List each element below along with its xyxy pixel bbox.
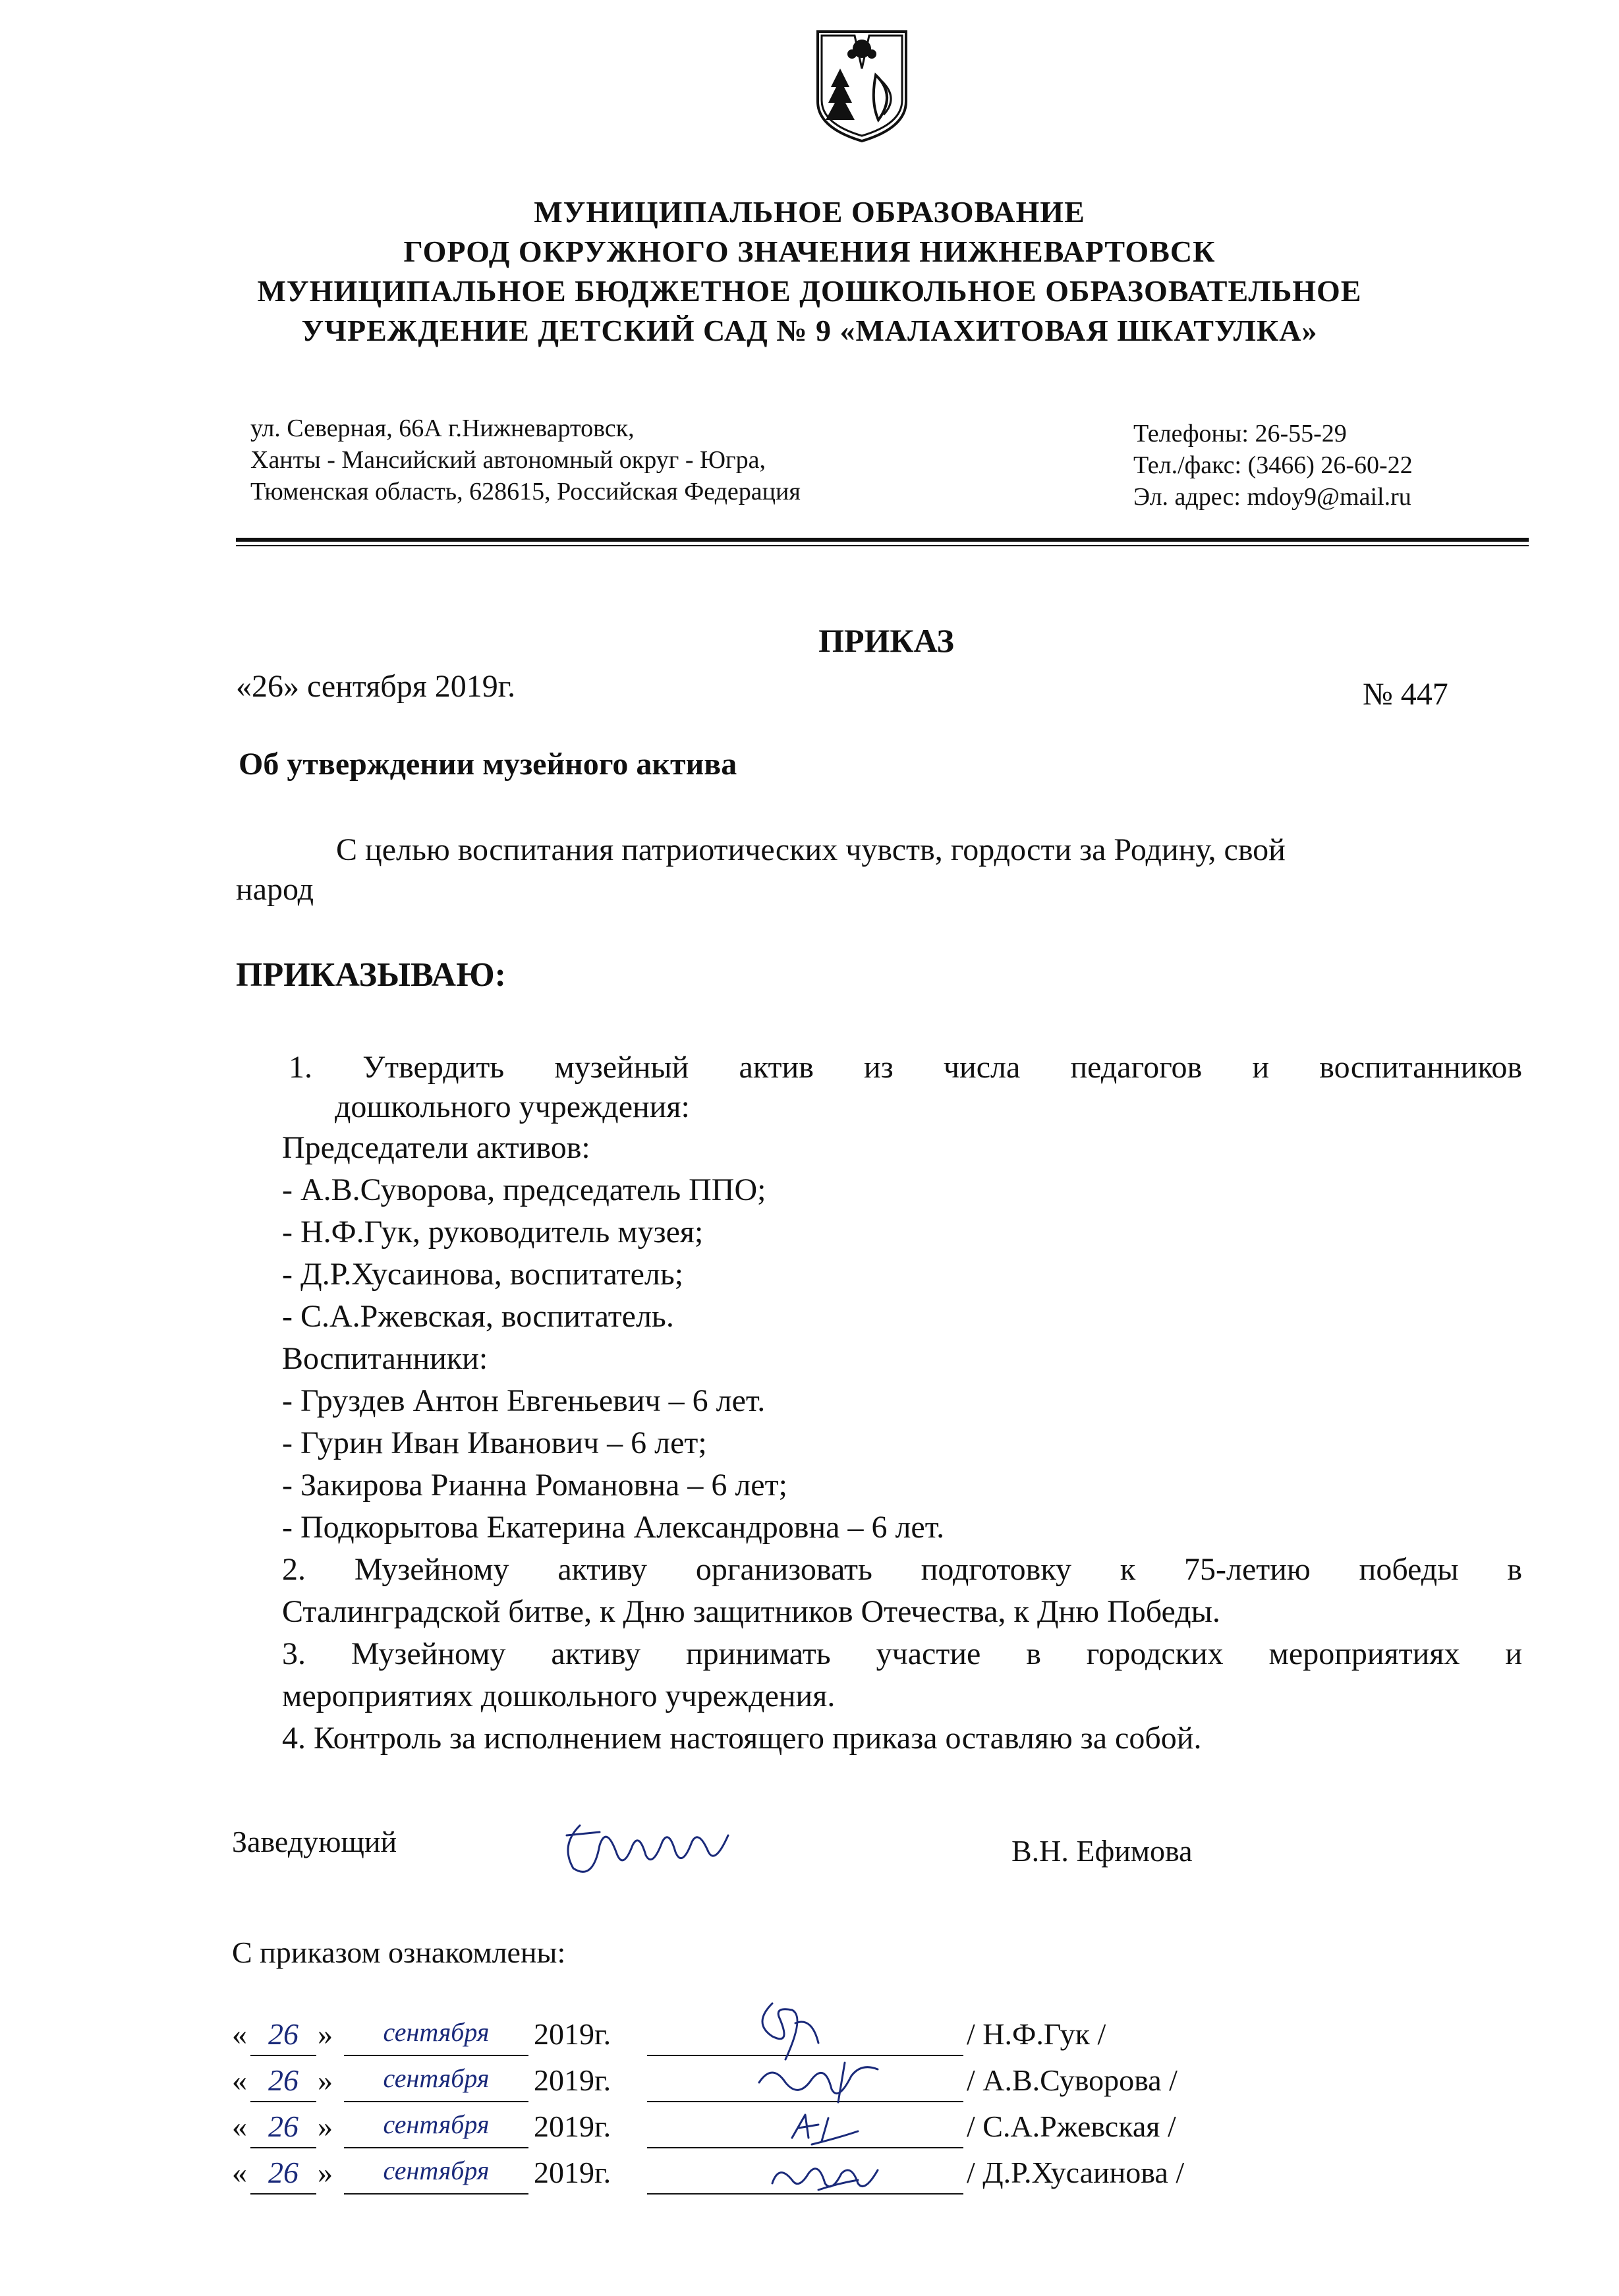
quote-close: »: [318, 2063, 333, 2097]
coat-of-arms-emblem: [815, 29, 909, 144]
quote-open: «: [232, 2017, 247, 2051]
handwritten-day: 26: [250, 2017, 316, 2056]
header-line-1: МУНИЦИПАЛЬНОЕ ОБРАЗОВАНИЕ: [534, 195, 1085, 229]
handwritten-month: сентября: [344, 2017, 528, 2056]
year: 2019г.: [534, 2063, 611, 2097]
address-line-1: ул. Северная, 66А г.Нижневартовск,: [250, 415, 635, 442]
handwritten-month: сентября: [344, 2109, 528, 2148]
intro-line-2: народ: [236, 872, 314, 907]
header-divider-thin: [236, 545, 1529, 546]
year: 2019г.: [534, 2017, 611, 2051]
quote-close: »: [318, 2017, 333, 2051]
item-4: 4. Контроль за исполнением настоящего приказа оставляю за собой.: [282, 1721, 1202, 1756]
header-line-4: УЧРЕЖДЕНИЕ ДЕТСКИЙ САД № 9 «МАЛАХИТОВАЯ ШКАТУЛКА»: [301, 314, 1318, 347]
acknowledgement-label: С приказом ознакомлены:: [232, 1936, 566, 1969]
pupil-item: - Груздев Антон Евгеньевич – 6 лет.: [282, 1383, 766, 1418]
item-3-line-1: 3. Музейному активу принимать участие в городских мероприятиях и: [282, 1636, 1522, 1671]
phone-text: Телефоны: 26-55-29: [1133, 420, 1347, 447]
handwritten-signature: [554, 1806, 751, 1885]
handwritten-month: сентября: [344, 2155, 528, 2195]
header-divider-thick: [236, 538, 1529, 542]
year: 2019г.: [534, 2109, 611, 2143]
address-line-3: Тюменская область, 628615, Российская Федерация: [250, 478, 801, 505]
quote-open: «: [232, 2109, 247, 2143]
intro-line-1: С целью воспитания патриотических чувств, гордости за Родину, свой: [336, 832, 1286, 867]
item-2-line-1: 2. Музейному активу организовать подготовку к 75-летию победы в: [282, 1552, 1522, 1587]
handwritten-day: 26: [250, 2109, 316, 2148]
acknowledgement-row: [232, 2155, 1352, 2197]
fax-text: Тел./факс: (3466) 26-60-22: [1133, 451, 1413, 479]
quote-close: »: [318, 2109, 333, 2143]
quote-close: »: [318, 2156, 333, 2189]
handwritten-month: сентября: [344, 2063, 528, 2102]
document-number: № 447: [1363, 677, 1448, 712]
handwritten-signature: [746, 2056, 891, 2109]
handwritten-day: 26: [250, 2063, 316, 2102]
year: 2019г.: [534, 2156, 611, 2189]
pupil-item: - Подкорытова Екатерина Александровна – 6 лет.: [282, 1510, 945, 1545]
acknowledgement-row: [232, 2109, 1352, 2151]
header-line-3: МУНИЦИПАЛЬНОЕ БЮДЖЕТНОЕ ДОШКОЛЬНОЕ ОБРАЗОВАТЕЛЬНОЕ: [257, 274, 1362, 308]
quote-open: «: [232, 2063, 247, 2097]
chair-item: - Д.Р.Хусаинова, воспитатель;: [282, 1257, 684, 1292]
pupil-item: - Гурин Иван Иванович – 6 лет;: [282, 1425, 707, 1460]
address-line-2: Ханты - Мансийский автономный округ - Югра,: [250, 446, 766, 474]
chair-item: - Н.Ф.Гук, руководитель музея;: [282, 1215, 704, 1249]
pupil-item: - Закирова Рианна Романовна – 6 лет;: [282, 1468, 787, 1503]
document-subject: Об утверждении музейного актива: [239, 747, 737, 782]
handwritten-signature: [759, 2154, 904, 2200]
signature-name: В.Н. Ефимова: [1011, 1834, 1193, 1868]
item-1-line-1: 1. Утвердить музейный актив из числа педагогов и воспитанников: [289, 1050, 1522, 1085]
quote-open: «: [232, 2156, 247, 2189]
header-line-2: ГОРОД ОКРУЖНОГО ЗНАЧЕНИЯ НИЖНЕВАРТОВСК: [403, 235, 1216, 268]
document-title: ПРИКАЗ: [818, 622, 954, 659]
acknowledger-name: / Д.Р.Хусаинова /: [967, 2156, 1185, 2189]
acknowledger-name: / С.А.Ржевская /: [967, 2109, 1176, 2143]
acknowledgement-row: [232, 2017, 1352, 2059]
handwritten-signature: [733, 1997, 865, 2063]
acknowledgement-row: [232, 2063, 1352, 2105]
chair-item: - С.А.Ржевская, воспитатель.: [282, 1299, 674, 1334]
signature-role: Заведующий: [232, 1825, 397, 1858]
pupils-label: Воспитанники:: [282, 1341, 488, 1376]
item-1-line-2: дошкольного учреждения:: [335, 1089, 690, 1124]
handwritten-signature: [772, 2105, 878, 2151]
document-date: «26» сентября 2019г.: [236, 669, 516, 704]
email-text: Эл. адрес: mdoy9@mail.ru: [1133, 483, 1411, 511]
acknowledger-name: / А.В.Суворова /: [967, 2063, 1178, 2097]
handwritten-day: 26: [250, 2155, 316, 2195]
item-2-line-2: Сталинградской битве, к Дню защитников Отечества, к Дню Победы.: [282, 1594, 1220, 1629]
chairs-label: Председатели активов:: [282, 1130, 590, 1165]
acknowledger-name: / Н.Ф.Гук /: [967, 2017, 1106, 2051]
order-word: ПРИКАЗЫВАЮ:: [236, 956, 506, 994]
chair-item: - А.В.Суворова, председатель ППО;: [282, 1172, 766, 1207]
item-3-line-2: мероприятиях дошкольного учреждения.: [282, 1679, 836, 1713]
